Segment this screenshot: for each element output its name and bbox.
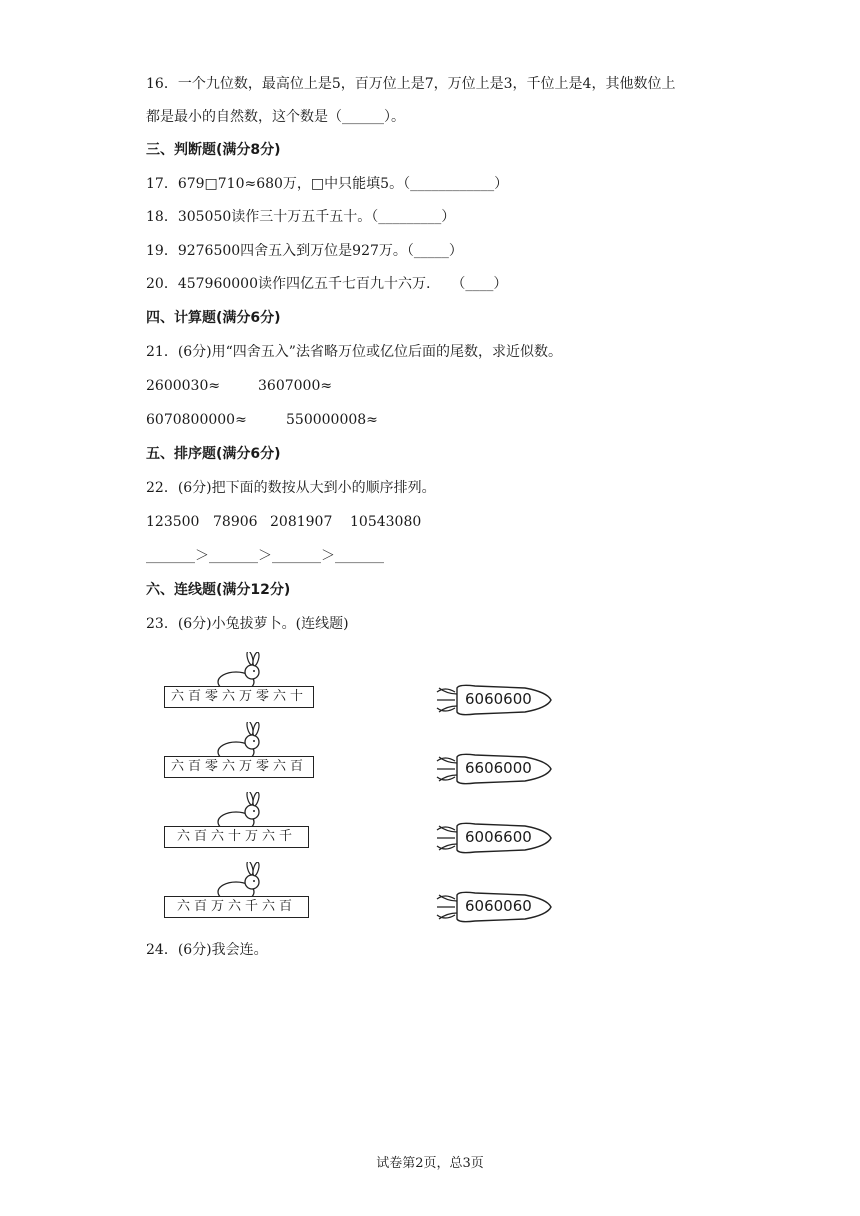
q21-text: 21．(6分)用“四舍五入”法省略万位或亿位后面的尾数，求近似数。	[146, 344, 562, 360]
q24: 24．(6分)我会连。	[146, 942, 268, 958]
rabbit-item[interactable]	[160, 792, 330, 852]
rabbit-board: 六百万六千六百	[164, 896, 309, 918]
carrot-label: 6606000	[465, 759, 532, 777]
carrot-item[interactable]	[435, 680, 555, 720]
q22-number-4: 10543080	[350, 514, 422, 530]
carrot-label: 6060060	[465, 897, 532, 915]
carrot-item[interactable]	[435, 749, 555, 789]
carrot-label: 6006600	[465, 828, 532, 846]
rabbit-item[interactable]	[160, 652, 330, 712]
q21-item-3: 6070800000≈	[146, 412, 247, 428]
rabbit-board: 六百零六万零六百	[164, 756, 314, 778]
rabbit-item[interactable]	[160, 862, 330, 922]
section-3-heading: 三、判断题(满分8分)	[146, 142, 281, 158]
q17: 17．679□710≈680万，□中只能填5。（____________）	[146, 176, 509, 192]
q21-item-1: 2600030≈	[146, 378, 221, 394]
q21-item-2: 3607000≈	[258, 378, 333, 394]
carrot-item[interactable]	[435, 887, 555, 927]
page-footer: 试卷第2页，总3页	[376, 1156, 484, 1171]
section-4-heading: 四、计算题(满分6分)	[146, 310, 281, 326]
carrot-label: 6060600	[465, 690, 532, 708]
section-5-heading: 五、排序题(满分6分)	[146, 446, 281, 462]
carrot-item[interactable]	[435, 818, 555, 858]
q16-line2: 都是最小的自然数，这个数是（______）。	[146, 109, 405, 125]
rabbit-carrot-matching	[160, 652, 580, 932]
q22-number-3: 2081907	[270, 514, 333, 530]
q21-row1	[146, 376, 546, 396]
section-6-heading: 六、连线题(满分12分)	[146, 582, 291, 598]
q22-text: 22．(6分)把下面的数按从大到小的顺序排列。	[146, 480, 436, 496]
rabbit-board: 六百零六万零六十	[164, 686, 314, 708]
rabbit-item[interactable]	[160, 722, 330, 782]
q22-answer-line: _______＞_______＞_______＞_______	[146, 548, 384, 564]
q21-item-4: 550000008≈	[286, 412, 378, 428]
q22-numbers	[146, 512, 546, 532]
q21-row2	[146, 410, 546, 430]
q16-line1: 16．一个九位数，最高位上是5，百万位上是7，万位上是3，千位上是4，其他数位上	[146, 76, 676, 92]
q22-number-2: 78906	[213, 514, 258, 530]
q19: 19．9276500四舍五入到万位是927万。（_____）	[146, 243, 463, 259]
q23-text: 23．(6分)小兔拔萝卜。(连线题)	[146, 616, 349, 632]
q22-number-1: 123500	[146, 514, 200, 530]
rabbit-board: 六百六十万六千	[164, 826, 309, 848]
q20: 20．457960000读作四亿五千七百九十六万. （____）	[146, 276, 508, 292]
q18: 18．305050读作三十万五千五十。（_________）	[146, 209, 456, 225]
